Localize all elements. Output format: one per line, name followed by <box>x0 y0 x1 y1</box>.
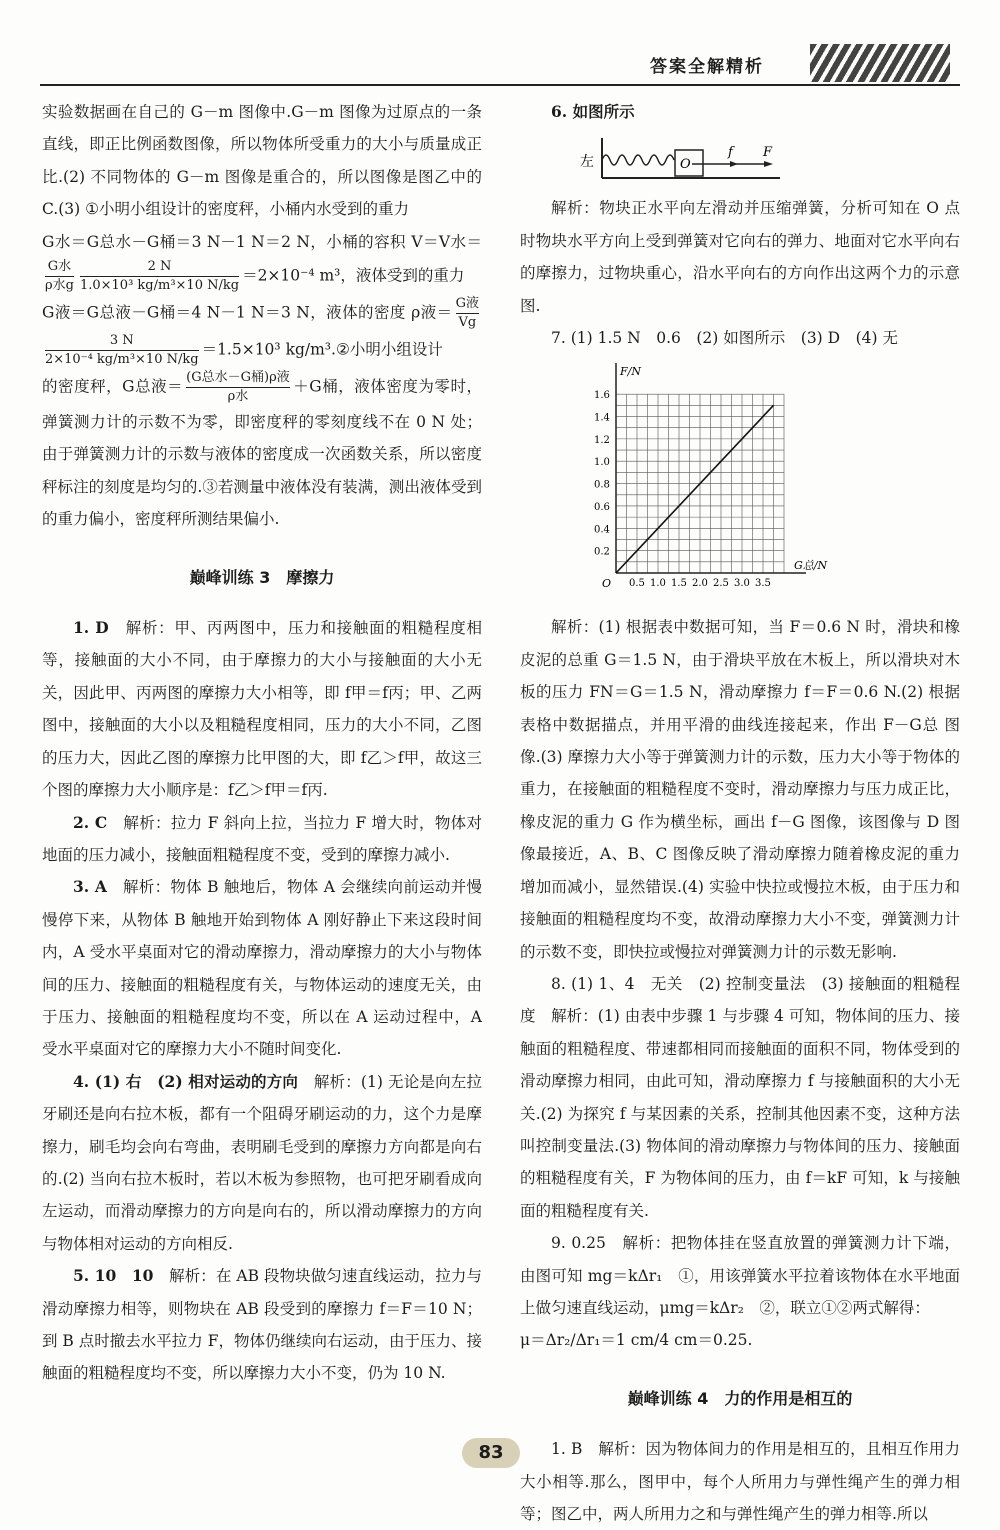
eq-density: ＝1.5×10³ kg/m³.②小明小组设计 <box>201 340 443 359</box>
frac4-num: 3 N <box>109 333 134 349</box>
s3-item-4-text: 解析：(1) 无论是向左拉牙刷还是向右拉木板，都有一个阻碍牙刷运动的力，这个力是摩擦力，刷毛均会向右弯曲，表明刷毛受到的摩擦力方向都是向右的.(2) 当向右拉木板时，若以木板为参照物，也可把牙刷看成向左运动，而滑动摩擦力的方向是向右的，所以滑动摩擦力的方向与物体相对运动的方向相反. <box>42 1072 482 1253</box>
s3-item-3 <box>42 871 482 1065</box>
frac3-num: G液 <box>455 296 479 312</box>
header-rule <box>40 84 960 86</box>
y-tick-label: 1.0 <box>594 457 610 469</box>
s3-item-5 <box>42 1260 482 1390</box>
s3-item-4 <box>42 1066 482 1260</box>
x-tick-label: 1.0 <box>650 578 666 590</box>
page-number: 83 <box>462 1438 520 1468</box>
section3-title: 巅峰训练 3 摩擦力 <box>189 567 335 587</box>
s3-item-5-answer: 5. 10 10 <box>73 1266 154 1286</box>
x-tick-label: 1.5 <box>671 578 687 590</box>
y-axis-label: F/N <box>620 365 641 379</box>
fraction-4 <box>45 332 199 369</box>
fraction-5 <box>186 369 290 406</box>
graph-axes <box>602 363 827 590</box>
left-para-3 <box>42 295 482 369</box>
x-axis-label: G总/N <box>794 559 828 573</box>
frac3-den: Vg <box>456 313 479 332</box>
fraction-1 <box>45 258 74 295</box>
s3-item-2-text: 解析：拉力 F 斜向上拉，当拉力 F 增大时，物体对地面的压力减小，接触面粗糙程度不变，受到的摩擦力减小. <box>42 813 482 864</box>
frac5-den: ρ水 <box>186 387 290 406</box>
origin-label: O <box>602 577 612 591</box>
point-o: O <box>680 157 691 173</box>
section4-title: 巅峰训练 4 力的作用是相互的 <box>627 1388 853 1408</box>
frac4-den: 2×10⁻⁴ kg/m³×10 N/kg <box>45 352 199 368</box>
left-column <box>42 96 482 1390</box>
s3-item-1-answer: 1. D <box>73 618 109 638</box>
x-tick-label: 2.5 <box>713 578 729 590</box>
y-tick-label: 0.8 <box>594 480 610 492</box>
s3-item-5-text: 解析：在 AB 段物块做匀速直线运动，拉力与滑动摩擦力相等，则物块在 AB 段受到的摩擦力 f＝F＝10 N；到 B 点时撤去水平拉力 F，物体仍继续向右运动，由于压力、接触面的粗糙程度均不变，所以摩擦力大小不变，仍为 10 N. <box>42 1267 482 1383</box>
spring-coil <box>602 155 674 165</box>
y-tick-label: 0.6 <box>594 502 610 514</box>
q6-head: 6. 如图所示 <box>551 102 635 121</box>
s3-item-2 <box>42 807 482 872</box>
eq-scale: 的密度秤，G总液＝ <box>42 377 184 396</box>
fraction-3 <box>456 295 479 332</box>
s3-item-3-text: 解析：物体 B 触地后，物体 A 会继续向前运动并慢慢停下来，从物体 B 触地开始到物体 A 刚好静止下来这段时间内，A 受水平桌面对它的滑动摩擦力，滑动摩擦力的大小与物体间的压力、接触面的粗糙程度有关，与物体运动的速度无关，由于压力、接触面的粗糙程度均不变，所以在 A 运动过程中，A 受水平桌面对它的摩擦力大小不随时间变化. <box>42 878 482 1059</box>
x-tick-label: 3.0 <box>734 578 750 590</box>
fraction-2 <box>80 258 239 295</box>
left-para-2 <box>42 226 482 295</box>
q7-head: 7. (1) 1.5 N 0.6 (2) 如图所示 (3) D (4) 无 <box>551 329 898 348</box>
frac1-den: ρ水g <box>45 278 74 294</box>
s3-item-1 <box>42 612 482 806</box>
left-para-4 <box>42 369 482 536</box>
y-tick-label: 0.4 <box>594 524 610 536</box>
x-tick-label: 3.5 <box>755 578 771 590</box>
graph-series <box>616 406 774 574</box>
q8-text: 8. (1) 1、4 无关 (2) 控制变量法 (3) 接触面的粗糙程度 解析：(1) 由表中步骤 1 与步骤 4 可知，物体间的压力、接触面的粗糙程度、带速都相同而接触面的面积不同，物体受到的滑动摩擦力相同，由此可知，滑动摩擦力 f 与接触面积的大小无关.(2) 为探究 f 与某因素的关系，控制其他因素不变，这种方法叫控制变量法.(3) 物体间的滑动摩擦力与物体间的压力、接触面的粗糙程度有关，F 为物体间的压力，由 f＝kF 可知，k 与接触面的粗糙程度有关. <box>520 974 960 1220</box>
left-para-4-text: ＋G桶，液体密度为零时，弹簧测力计的示数不为零，即密度秤的零刻度线不在 0 N 处；由于弹簧测力计的示数与液体的密度成一次函数关系，所以密度秤标注的刻度是均匀的.③若测量中液体没有装满，测出液体受到的重力偏小，密度秤所测结果偏小. <box>42 377 482 529</box>
graph-ticks <box>594 391 771 590</box>
arrow-f <box>730 161 738 167</box>
y-tick-label: 0.2 <box>594 547 610 559</box>
q6-text: 解析：物块正水平向左滑动并压缩弹簧，分析可知在 O 点时物块水平方向上受到弹簧对它向右的弹力、地面对它水平向右的摩擦力，过物块重心，沿水平向右的方向作出这两个力的示意图. <box>520 199 960 315</box>
s3-item-3-answer: 3. A <box>73 877 107 897</box>
label-F: F <box>763 145 773 161</box>
s4-item-1: 1. B 解析：因为物体间力的作用是相互的，且相互作用力大小相等.那么，图甲中，每个人所用力与弹性绳产生的弹力相等；图乙中，两人所用力之和与弹性绳产生的弹力相等.所以 <box>520 1440 960 1523</box>
right-column <box>520 96 960 1530</box>
left-para-1: 实验数据画在自己的 G－m 图像中.G－m 图像为过原点的一条直线，即正比例函数图像，所以物体所受重力的大小与质量成正比.(2) 不同物体的 G－m 图像是重合的，所以图像是图乙中的 C.(3) ①小明小组设计的密度秤，小桶内水受到的重力 <box>42 103 482 219</box>
x-tick-label: 0.5 <box>629 578 645 590</box>
q7-text: 解析：(1) 根据表中数据可知，当 F＝0.6 N 时，滑块和橡皮泥的总重 G＝1.5 N，由于滑块平放在木板上，所以滑块对木板的压力 FN＝G＝1.5 N，滑动摩擦力 f＝F＝0.6 N.(2) 根据表格中数据描点，并用平滑的曲线连接起来，作出 F－G总 图像.(3) 摩擦力大小等于弹簧测力计的示数，压力大小等于物体的重力，在接触面的粗糙程度不变时，滑动摩擦力与压力成正比，橡皮泥的重力 G 作为横坐标，画出 f－G 图像，该图像与 D 图像最接近，A、B、C 图像反映了滑动摩擦力随着橡皮泥的重力增加而减小，显然错误.(4) 实验中快拉或慢拉木板，由于压力和接触面的粗糙程度均不变，故滑动摩擦力大小不变，弹簧测力计的示数不变，即快拉或慢拉对弹簧测力计的示数无影响. <box>520 618 960 961</box>
s3-item-2-answer: 2. C <box>73 812 108 832</box>
y-tick-label: 1.4 <box>594 412 610 424</box>
series-line <box>616 406 774 574</box>
header-stripes <box>810 44 950 82</box>
frac2-den: 1.0×10³ kg/m³×10 N/kg <box>79 278 240 294</box>
frac5-num: (G总水－G桶)ρ液 <box>186 370 290 386</box>
frac1-num: G水 <box>47 259 72 275</box>
q9-text: 9. 0.25 解析：把物体挂在竖直放置的弹簧测力计下端，由图可知 mg＝kΔr₁ ①，用该弹簧水平拉着该物体在水平地面上做匀速直线运动，μmg＝kΔr₂ ②，联立①②两式解得： <box>520 1234 960 1317</box>
page-header <box>650 44 940 84</box>
y-tick-label: 1.6 <box>594 390 610 402</box>
s3-item-1-text: 解析：甲、丙两图中，压力和接触面的粗糙程度相等，接触面的大小不同，由于摩擦力的大小与接触面的大小无关，因此甲、丙两图的摩擦力大小相等，即 f甲＝f丙；甲、乙两图中，接触面的大小以及粗糙程度相同，压力的大小不同，乙图的压力大，因此乙图的摩擦力比甲图的大，即 f乙＞f甲，故这三个图的摩擦力大小顺序是：f乙＞f甲＝f丙. <box>42 619 482 800</box>
s3-item-4-answer: 4. (1) 右 (2) 相对运动的方向 <box>73 1071 299 1091</box>
header-title: 答案全解精析 <box>650 57 764 77</box>
frac2-num: 2 N <box>147 259 172 275</box>
f-g-graph <box>580 358 828 603</box>
q9-equation: μ＝Δr₂/Δr₁＝1 cm/4 cm＝0.25. <box>520 1331 753 1350</box>
spring-diagram <box>580 134 810 184</box>
eq-g-water: G水＝G总水－G桶＝3 N－1 N＝2 N，小桶的容积 V＝V水＝ <box>42 232 482 251</box>
eq-volume: ＝2×10⁻⁴ m³，液体受到的重力 <box>242 266 465 285</box>
spring-left-label: 左 <box>580 154 594 171</box>
x-tick-label: 2.0 <box>692 578 708 590</box>
y-tick-label: 1.2 <box>594 435 610 447</box>
arrow-F <box>764 161 773 167</box>
label-f: f <box>728 145 733 161</box>
eq-g-liquid: G液＝G总液－G桶＝4 N－1 N＝3 N，液体的密度 ρ液＝ <box>42 303 453 322</box>
